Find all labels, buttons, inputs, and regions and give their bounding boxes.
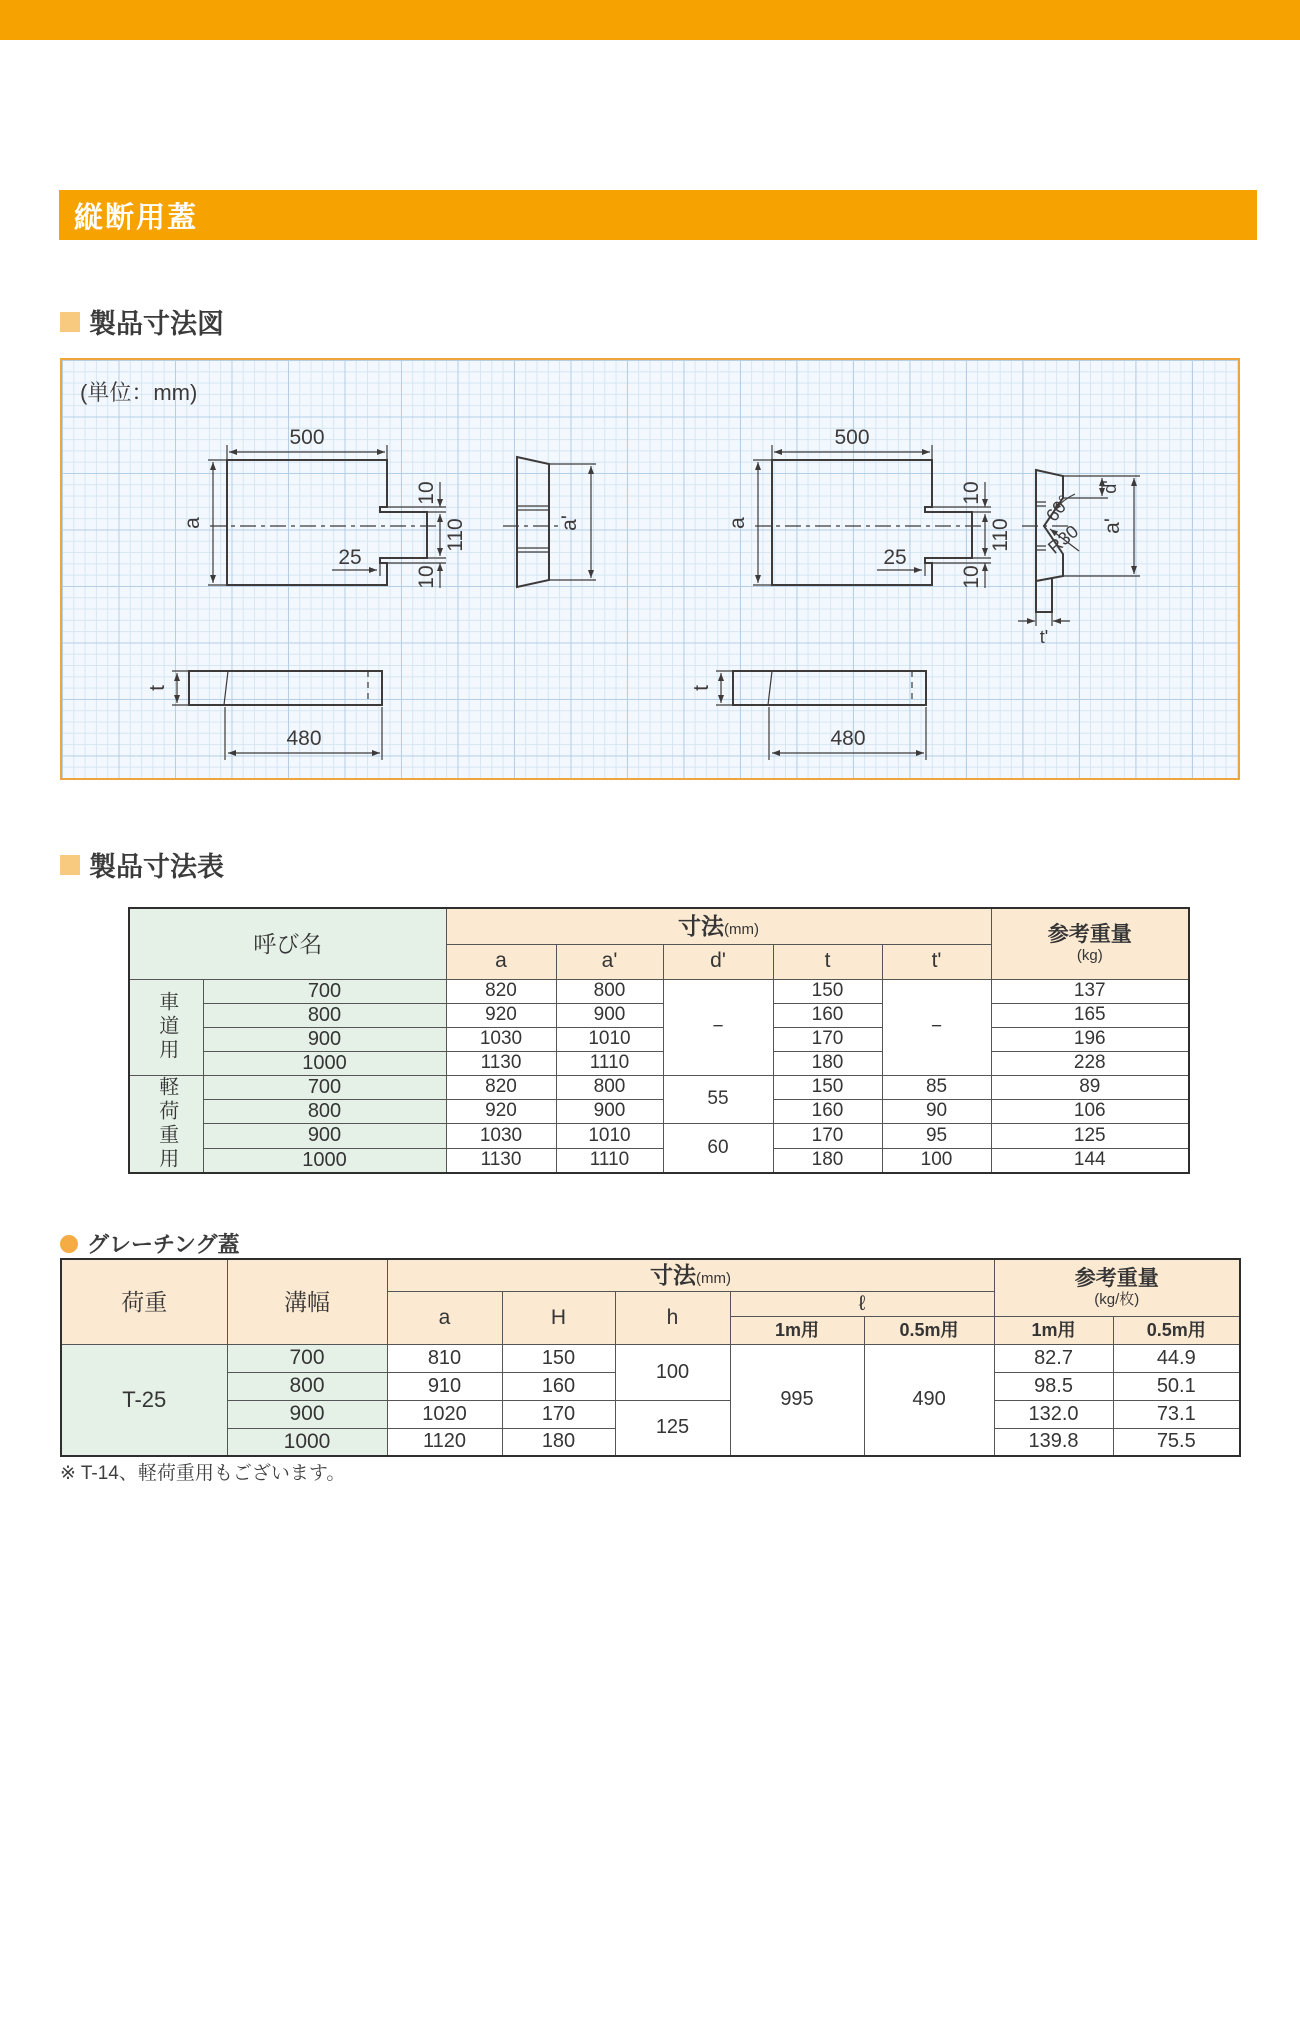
column-header-weight-05m: 0.5m用 xyxy=(1113,1316,1240,1344)
square-bullet-icon xyxy=(60,312,80,332)
column-header-t-prime: t' xyxy=(882,944,991,979)
dim-label-10-top: 10 xyxy=(960,481,983,505)
dim-label-500: 500 xyxy=(289,426,325,449)
column-header-weight: 参考重量 (kg) xyxy=(991,908,1189,979)
section-heading-diagram-label: 製品寸法図 xyxy=(89,309,224,339)
dim-label-10-bottom: 10 xyxy=(960,565,983,589)
grating-table xyxy=(60,1258,1241,1457)
column-header-h: h xyxy=(615,1291,730,1344)
table-row: 1000 1120 180 139.8 75.5 xyxy=(61,1428,1240,1456)
table-row: 900 1020 170 125 132.0 73.1 xyxy=(61,1400,1240,1428)
merged-cell-load-class: T-25 xyxy=(61,1344,227,1456)
column-header-H: H xyxy=(502,1291,615,1344)
dim-label-25: 25 xyxy=(883,546,907,569)
dim-label-a: a xyxy=(181,517,204,529)
table-row: T-25 700 810 150 100 995 490 82.7 44.9 xyxy=(61,1344,1240,1372)
section-heading-grating-label: グレーチング蓋 xyxy=(87,1232,240,1257)
cross-section-left xyxy=(146,671,382,760)
table-row: 900 1030 1010 170 196 xyxy=(129,1027,1189,1051)
side-view-right xyxy=(1018,470,1140,647)
column-header-length-1m: 1m用 xyxy=(730,1316,864,1344)
column-header-groove: 溝幅 xyxy=(227,1259,387,1344)
plan-view-right xyxy=(726,426,1012,589)
table-row: 800 920 900 160 165 xyxy=(129,1003,1189,1027)
merged-cell-d-60: 60 xyxy=(663,1123,773,1173)
dim-label-60deg: 60° xyxy=(1042,491,1075,526)
column-header-a-prime: a' xyxy=(556,944,663,979)
table-row: 900 1030 1010 60 170 95 125 xyxy=(129,1123,1189,1148)
dim-label-480: 480 xyxy=(286,727,322,750)
merged-cell-t-dash: − xyxy=(882,979,991,1075)
page-title-bar xyxy=(59,190,1257,240)
dim-label-a-prime: a' xyxy=(558,515,581,531)
column-header-d-prime: d' xyxy=(663,944,773,979)
merged-cell-h-100: 100 xyxy=(615,1344,730,1400)
table-row: 800 920 900 160 90 106 xyxy=(129,1099,1189,1123)
column-header-weight-1m: 1m用 xyxy=(994,1316,1113,1344)
dim-label-a: a xyxy=(726,517,749,529)
merged-cell-d-dash: − xyxy=(663,979,773,1075)
dim-label-t-prime: t' xyxy=(1039,627,1049,647)
dim-label-t: t xyxy=(690,685,713,691)
dim-label-25: 25 xyxy=(338,546,362,569)
row-group-roadway: 車道用 xyxy=(129,979,203,1075)
side-view-left xyxy=(503,457,596,587)
merged-cell-l-05m: 490 xyxy=(864,1344,994,1456)
dim-label-r30: R30 xyxy=(1044,521,1083,558)
dim-label-500: 500 xyxy=(834,426,870,449)
page-title: 縦断用蓋 xyxy=(74,201,199,234)
circle-bullet-icon xyxy=(60,1235,78,1253)
column-header-length-05m: 0.5m用 xyxy=(864,1316,994,1344)
section-heading-dimension-table-label: 製品寸法表 xyxy=(89,852,224,882)
column-header-dims: 寸法(mm) xyxy=(446,908,991,944)
dim-label-d-prime: d' xyxy=(1100,480,1120,494)
dim-label-110: 110 xyxy=(444,518,467,552)
section-heading-diagram xyxy=(60,302,224,341)
column-header-a: a xyxy=(446,944,556,979)
dim-label-a-prime: a' xyxy=(1101,518,1124,534)
section-heading-dimension-table xyxy=(60,845,224,884)
square-bullet-icon xyxy=(60,855,80,875)
footnote: ※ T-14、軽荷重用もございます。 xyxy=(60,1463,346,1484)
column-header-length: ℓ xyxy=(730,1291,994,1316)
column-header-name: 呼び名 xyxy=(129,908,446,979)
column-header-load: 荷重 xyxy=(61,1259,227,1344)
column-header-weight: 参考重量 (kg/枚) xyxy=(994,1259,1240,1316)
row-group-light-load: 軽荷重用 xyxy=(129,1075,203,1173)
column-header-dims: 寸法(mm) xyxy=(387,1259,994,1291)
cross-section-right xyxy=(690,671,926,760)
dim-label-t: t xyxy=(146,685,169,691)
unit-note: (単位：mm) xyxy=(80,380,198,405)
merged-cell-l-1m: 995 xyxy=(730,1344,864,1456)
table-row: 車道用 700 820 800 − 150 − 137 xyxy=(129,979,1189,1003)
column-header-t: t xyxy=(773,944,882,979)
dim-label-110: 110 xyxy=(989,518,1012,552)
column-header-a: a xyxy=(387,1291,502,1344)
dimension-diagram-panel xyxy=(60,358,1240,780)
section-heading-grating xyxy=(60,1228,239,1259)
merged-cell-h-125: 125 xyxy=(615,1400,730,1456)
dim-label-10-top: 10 xyxy=(415,481,438,505)
table-row: 1000 1130 1110 180 228 xyxy=(129,1051,1189,1075)
dimension-diagram xyxy=(62,360,1238,778)
plan-view-left xyxy=(181,426,467,589)
product-dimension-table xyxy=(128,907,1190,1174)
merged-cell-d-55: 55 xyxy=(663,1075,773,1123)
table-row: 軽荷重用 700 820 800 55 150 85 89 xyxy=(129,1075,1189,1099)
dim-label-10-bottom: 10 xyxy=(415,565,438,589)
top-accent-bar xyxy=(0,0,1300,40)
dim-label-480: 480 xyxy=(830,727,866,750)
table-row: 800 910 160 98.5 50.1 xyxy=(61,1372,1240,1400)
table-row: 1000 1130 1110 180 100 144 xyxy=(129,1148,1189,1173)
